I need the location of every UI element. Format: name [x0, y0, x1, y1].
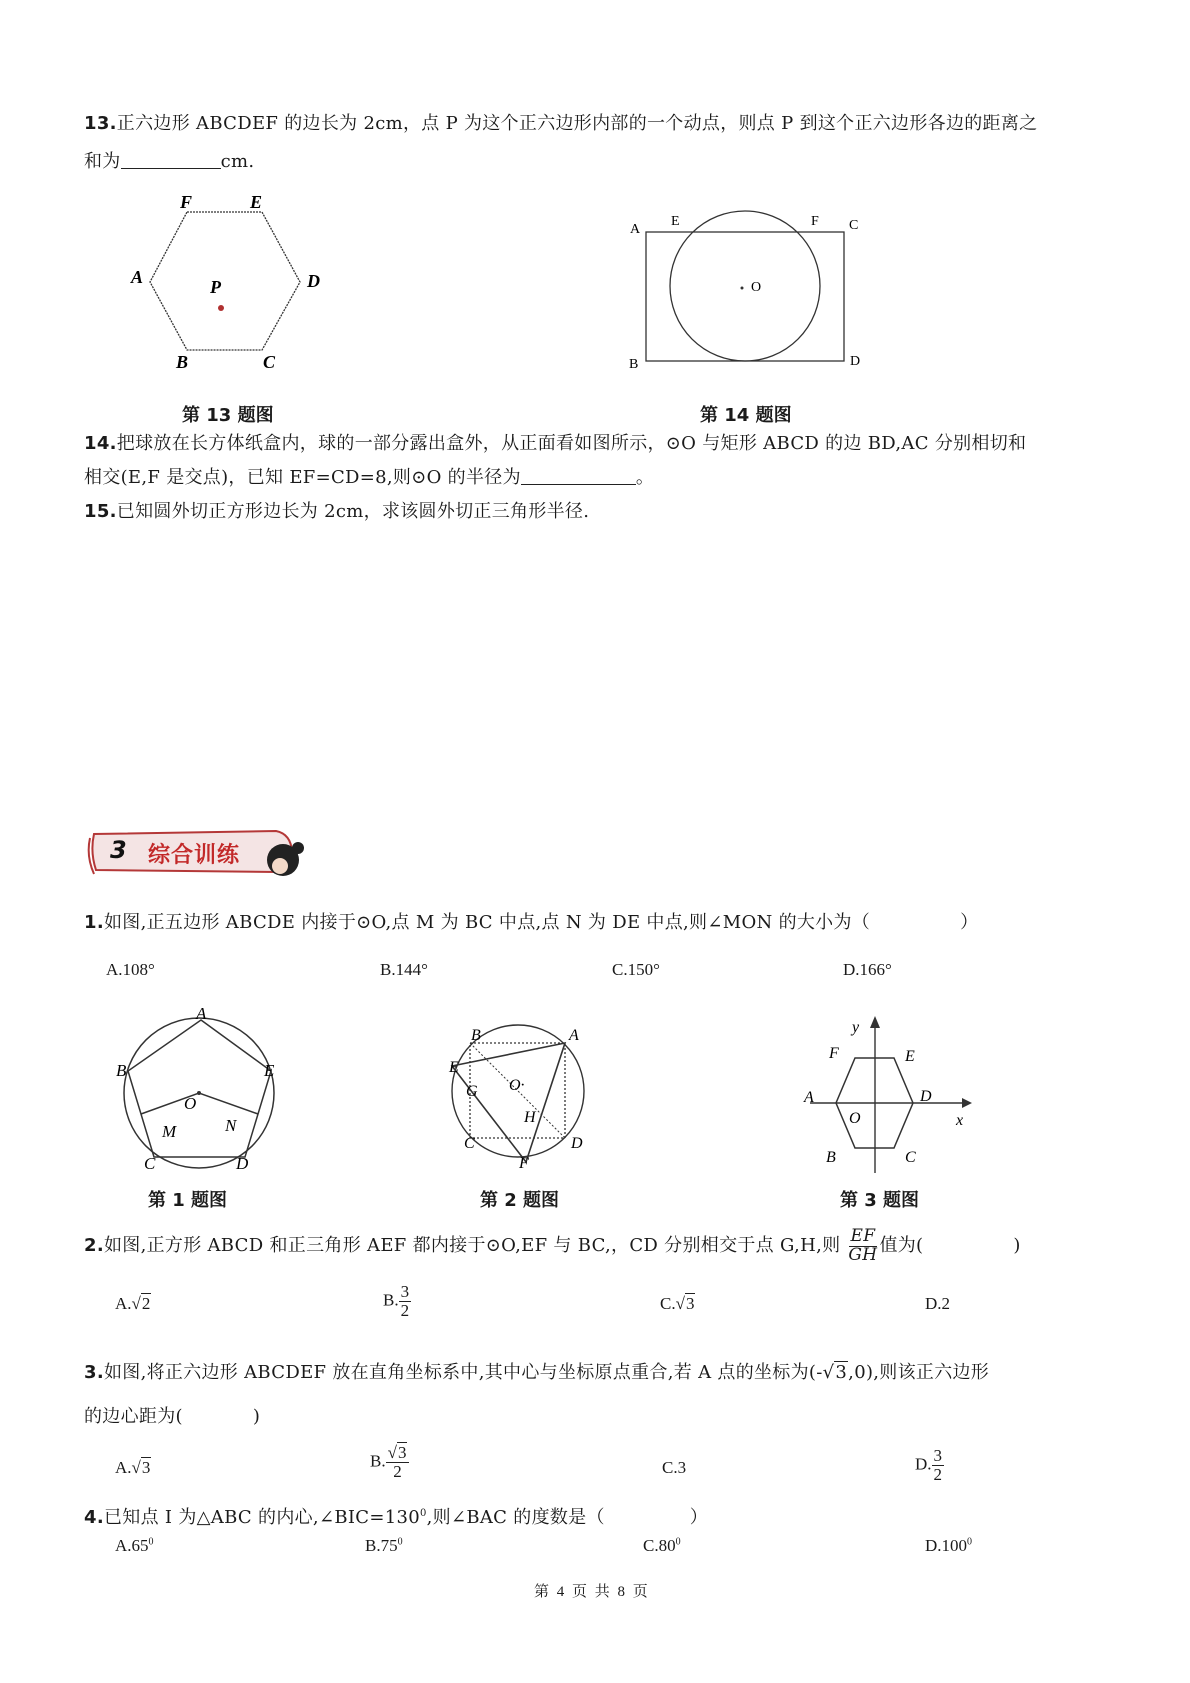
- p2-option-a[interactable]: [115, 1294, 151, 1314]
- rectangle-abcd: [646, 232, 844, 361]
- p4-option-d-label: D.100: [925, 1536, 968, 1555]
- label-f: F: [519, 1155, 529, 1170]
- figure-1-caption: 第 1 题图: [148, 1190, 228, 1211]
- p1-number: 1.: [84, 912, 104, 933]
- figure-14-caption: 第 14 题图: [700, 405, 792, 426]
- p4-option-b[interactable]: [365, 1536, 403, 1556]
- q15-text: 已知圆外切正方形边长为 2cm，求该圆外切正三角形半径.: [116, 501, 590, 522]
- p4-option-a-sup: 0: [148, 1536, 154, 1548]
- p3-close: ): [252, 1406, 261, 1427]
- p3-option-b-frac: [386, 1444, 410, 1481]
- label-f: F: [180, 192, 193, 212]
- p2-option-a-radicand: 2: [141, 1294, 151, 1313]
- center-o-dot: [741, 287, 744, 290]
- figure-2-caption: 第 2 题图: [480, 1190, 560, 1211]
- p3-option-b-den: 2: [393, 1461, 402, 1481]
- p2-option-b-num: 3: [400, 1282, 410, 1301]
- p4-option-c-sup: 0: [675, 1536, 681, 1548]
- label-n: N: [225, 1116, 237, 1135]
- p4-text-post: ,则∠BAC 的度数是（: [426, 1507, 605, 1528]
- label-c: C: [849, 218, 859, 233]
- figure-14-rect-circle: [625, 205, 870, 375]
- label-c: C: [263, 352, 276, 370]
- p2-number: 2.: [84, 1235, 104, 1256]
- q14-text-b-pre: 相交(E,F 是交点)，已知 EF=CD=8,则⊙O 的半径为: [84, 467, 521, 488]
- q14-answer-blank[interactable]: [521, 466, 636, 485]
- p2-line: [84, 1222, 1021, 1270]
- figure-13-caption: 第 13 题图: [182, 405, 274, 426]
- circle-o: [670, 211, 820, 361]
- p2-fraction: [846, 1225, 879, 1265]
- figure-1-pentagon: [112, 1005, 282, 1170]
- label-b: B: [116, 1061, 127, 1080]
- p1-option-a[interactable]: A.108°: [106, 960, 155, 979]
- q13-line2: [84, 145, 254, 179]
- label-a: A: [196, 1005, 207, 1023]
- label-m: M: [162, 1122, 177, 1141]
- section-header: [86, 822, 311, 882]
- pentagon-shape: [128, 1020, 271, 1157]
- label-o: O: [849, 1110, 861, 1127]
- label-f: F: [829, 1045, 839, 1062]
- label-c: C: [464, 1135, 475, 1152]
- q14-line1: [84, 427, 1026, 461]
- p4-option-c[interactable]: [643, 1536, 681, 1556]
- p3-line2: [84, 1400, 260, 1434]
- p2-option-c-radicand: 3: [685, 1294, 695, 1313]
- p2-option-c[interactable]: [660, 1294, 695, 1314]
- section-badge-number: 3: [110, 836, 127, 864]
- p3-option-a-sqrt: √3: [131, 1458, 151, 1477]
- label-b: B: [826, 1149, 836, 1166]
- label-b: B: [176, 352, 189, 370]
- label-o: O: [751, 280, 762, 295]
- label-e: E: [250, 192, 263, 212]
- p4-option-c-label: C.80: [643, 1536, 676, 1555]
- p3-line2-text: 的边心距为(: [84, 1406, 183, 1427]
- label-d: D: [850, 354, 861, 369]
- label-g: G: [466, 1083, 478, 1100]
- p2-option-c-prefix: C.: [660, 1294, 676, 1313]
- label-o: O: [184, 1094, 197, 1113]
- p4-number: 4.: [84, 1507, 104, 1528]
- q13-text-b-pre: 和为: [84, 151, 121, 172]
- p1-option-c[interactable]: C.150°: [612, 960, 660, 979]
- p3-option-d-frac: [932, 1447, 945, 1484]
- label-e: E: [905, 1048, 915, 1065]
- p2-option-c-sqrt: √3: [675, 1294, 695, 1313]
- p3-option-a-radicand: 3: [141, 1458, 151, 1477]
- p2-option-a-sqrt: √2: [131, 1294, 151, 1313]
- p3-option-b-num-radicand: 3: [397, 1443, 407, 1462]
- label-c: C: [905, 1149, 916, 1166]
- figure-3-hexagon-axes: [800, 1010, 980, 1180]
- hexagon-shape: [150, 212, 300, 350]
- q15-line: [84, 495, 589, 529]
- q15-number: 15.: [84, 501, 117, 522]
- p2-option-a-prefix: A.: [115, 1294, 132, 1313]
- p3-coord-radicand: 3: [835, 1362, 848, 1383]
- p4-text: 已知点 I 为△ABC 的内心,∠BIC=130: [103, 1507, 420, 1528]
- label-b: B: [629, 357, 639, 372]
- label-d: D: [920, 1088, 932, 1105]
- p2-option-b-den: 2: [400, 1300, 410, 1320]
- q13-answer-blank[interactable]: [121, 150, 221, 169]
- label-p: P: [210, 277, 221, 297]
- p2-option-b-frac: [399, 1283, 412, 1320]
- label-e: E: [671, 214, 680, 229]
- p4-option-d-sup: 0: [967, 1536, 973, 1548]
- label-c: C: [144, 1154, 156, 1170]
- p1-text: 如图,正五边形 ABCDE 内接于⊙O,点 M 为 BC 中点,点 N 为 DE 中点,则∠MON 的大小为（: [103, 912, 871, 933]
- p3-option-b[interactable]: [370, 1444, 409, 1481]
- label-f: F: [811, 214, 819, 229]
- p4-option-a[interactable]: [115, 1536, 154, 1556]
- label-a: A: [630, 222, 641, 237]
- label-o: O·: [509, 1077, 525, 1094]
- label-a: A: [804, 1089, 814, 1106]
- p3-option-d[interactable]: [915, 1447, 944, 1484]
- p2-option-d[interactable]: D.2: [925, 1294, 951, 1313]
- page-footer: 第 4 页 共 8 页: [534, 1584, 650, 1600]
- label-d: D: [307, 271, 320, 291]
- p1-close: ）: [960, 912, 979, 933]
- p4-option-b-sup: 0: [397, 1536, 403, 1548]
- q13-text-b-post: cm.: [220, 151, 255, 172]
- label-a: A: [131, 267, 144, 287]
- label-a: A: [569, 1027, 579, 1044]
- q14-text-b-post: 。: [635, 467, 655, 488]
- p3-option-a-prefix: A.: [115, 1458, 132, 1477]
- p3-option-c[interactable]: C.3: [662, 1458, 687, 1477]
- p1-line: [84, 906, 978, 940]
- label-y: y: [852, 1019, 860, 1036]
- section-title: 综合训练: [148, 843, 241, 868]
- figure-3-caption: 第 3 题图: [840, 1190, 920, 1211]
- p2-frac-den: GH: [848, 1244, 878, 1265]
- p2-frac-num: EF: [850, 1225, 876, 1246]
- p3-line1: [84, 1356, 989, 1390]
- p4-sup: 0: [419, 1508, 427, 1519]
- label-x: x: [956, 1112, 964, 1129]
- p3-option-d-num: 3: [933, 1446, 943, 1465]
- p2-close: ): [1013, 1235, 1021, 1256]
- figure-2-square-triangle: [447, 1020, 597, 1170]
- p4-line: [84, 1497, 708, 1535]
- p3-text-post: ,0),则该正六边形: [848, 1362, 990, 1383]
- q14-line2: [84, 461, 654, 495]
- p3-option-a[interactable]: [115, 1458, 151, 1478]
- p3-option-b-prefix: B.: [370, 1451, 386, 1471]
- p2-option-b[interactable]: [383, 1283, 411, 1320]
- label-d: D: [236, 1154, 249, 1170]
- angle-mon: [141, 1093, 258, 1114]
- q14-number: 14.: [84, 433, 117, 454]
- p2-after: 值为(: [879, 1235, 924, 1256]
- label-h: H: [524, 1109, 536, 1126]
- p2-text: 如图,正方形 ABCD 和正三角形 AEF 都内接于⊙O,EF 与 BC,，CD 分别相交于点 G,H,则: [103, 1235, 841, 1256]
- p3-coord-sqrt: √3: [822, 1362, 848, 1383]
- p3-number: 3.: [84, 1362, 104, 1383]
- label-d: D: [571, 1135, 583, 1152]
- p4-option-d[interactable]: [925, 1536, 972, 1556]
- label-e: E: [449, 1059, 459, 1076]
- q13-number: 13.: [84, 113, 117, 134]
- q13-text-a: 正六边形 ABCDEF 的边长为 2cm，点 P 为这个正六边形内部的一个动点，则点 P 到这个正六边形各边的距离之: [116, 113, 1038, 134]
- figure-13-hexagon: [130, 190, 340, 370]
- p2-option-b-prefix: B.: [383, 1290, 399, 1310]
- p3-text-pre: 如图,将正六边形 ABCDEF 放在直角坐标系中,其中心与坐标原点重合,若 A 点的坐标为(-: [103, 1362, 823, 1383]
- p4-option-b-label: B.75: [365, 1536, 398, 1555]
- q13-line1: [84, 107, 1037, 141]
- label-b: B: [471, 1027, 481, 1044]
- p3-option-d-den: 2: [933, 1464, 943, 1484]
- p1-option-b[interactable]: B.144°: [380, 960, 428, 979]
- p3-option-d-prefix: D.: [915, 1454, 932, 1474]
- label-e: E: [264, 1061, 275, 1080]
- point-p-dot: [218, 305, 224, 311]
- q14-text-a: 把球放在长方体纸盒内，球的一部分露出盒外，从正面看如图所示，⊙O 与矩形 ABCD 的边 BD,AC 分别相切和: [116, 433, 1027, 454]
- p3-option-b-num: √3: [386, 1444, 410, 1463]
- p1-option-d[interactable]: D.166°: [843, 960, 892, 979]
- p4-option-a-label: A.65: [115, 1536, 149, 1555]
- p4-close: ）: [689, 1507, 709, 1528]
